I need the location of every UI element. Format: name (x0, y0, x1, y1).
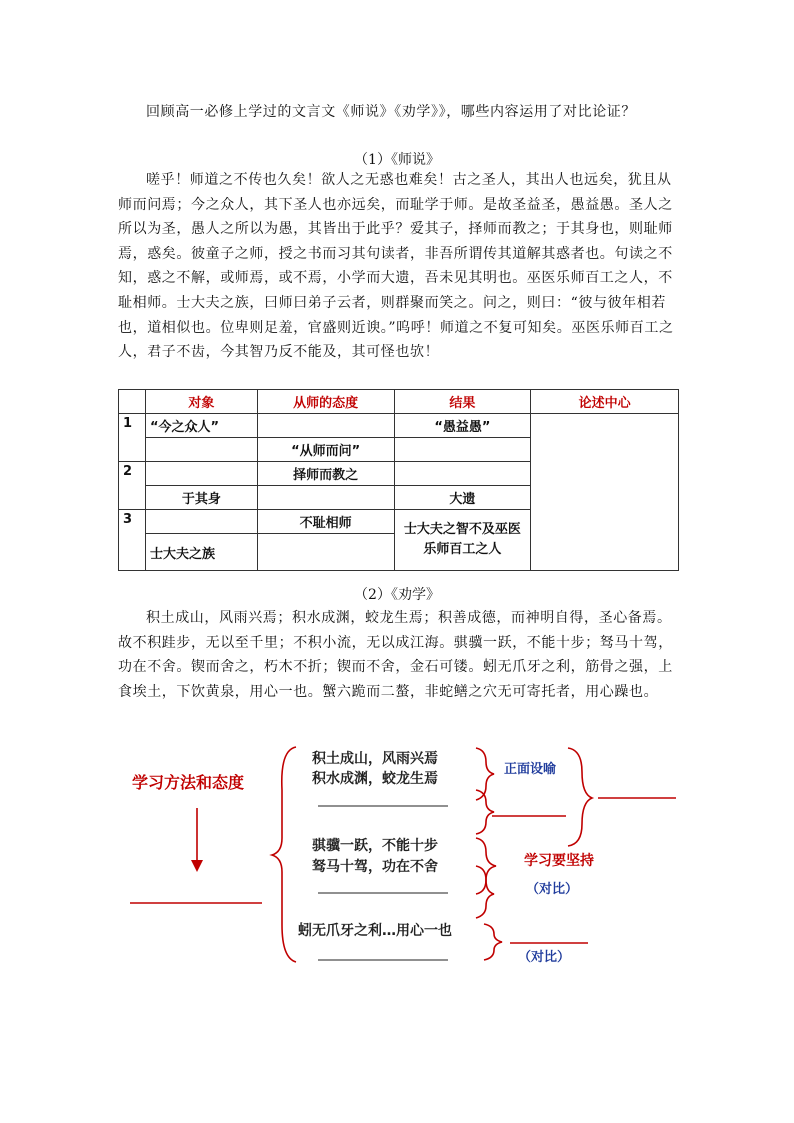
brace-4 (476, 866, 494, 918)
brace-1 (476, 748, 494, 800)
diagram-line-2: 积水成渊，蛟龙生焉 (312, 771, 438, 787)
diagram-title: 学习方法和态度 (132, 773, 245, 792)
header-result: 结果 (394, 390, 531, 414)
cell-result: 士大夫之智不及巫医乐师百工之人 (394, 510, 531, 571)
diagram-line-5: 蚓无爪牙之利…用心一也 (298, 923, 452, 939)
label-persist: 学习要坚持 (524, 853, 594, 869)
row-number: 3 (119, 510, 146, 571)
cell-object: 于其身 (145, 486, 257, 510)
cell-result: 大遗 (394, 486, 531, 510)
arrow-head (191, 860, 203, 872)
cell-attitude: 不耻相师 (257, 510, 394, 534)
header-attitude: 从师的态度 (257, 390, 394, 414)
cell-attitude: 择师而教之 (257, 462, 394, 486)
header-center: 论述中心 (531, 390, 679, 414)
header-object: 对象 (145, 390, 257, 414)
diagram-line-3: 骐骥一跃，不能十步 (312, 838, 438, 854)
shishuo-passage: 嗟乎！师道之不传也久矣！欲人之无惑也难矣！古之圣人，其出人也远矣，犹且从师而问焉；今之众人，其下圣人也亦远矣，而耻学于师。是故圣益圣，愚益愚。圣人之所以为圣，愚人之所以为愚，其皆出于此乎？爱其子，择师而教之；于其身也，则耻师焉，惑矣。彼童子之师，授之书而习其句读者，非吾所谓传其道解其惑者也。句读之不知，惑之不解，或师焉，或不焉，小学而大遗，吾未见其明也。巫医乐师百工之人，不耻相师。士大夫之族，曰师曰弟子云者，则群聚而笑之。问之，则曰：“彼与彼年相若也，道相似也。位卑则足羞，官盛则近谀。”呜呼！师道之不复可知矣。巫医乐师百工之人，君子不齿，今其智乃反不能及，其可怪也欤！ (118, 172, 674, 361)
brace-5 (484, 924, 502, 960)
cell-result: “愚益愚” (394, 414, 531, 438)
cell-object: “今之众人” (145, 414, 257, 438)
row-number: 1 (119, 414, 146, 462)
cell-attitude: “从师而问” (257, 438, 394, 462)
row-number: 2 (119, 462, 146, 510)
cell-object: 士大夫之族 (145, 534, 257, 571)
label-contrast-1: （对比） (526, 882, 579, 897)
section2-title: （2）《劝学》 (354, 587, 440, 603)
label-contrast-2: （对比） (518, 950, 571, 965)
diagram-line-4: 驽马十驾，功在不舍 (312, 859, 438, 875)
quanxue-passage: 积土成山，风雨兴焉；积水成渊，蛟龙生焉；积善成德，而神明自得，圣心备焉。故不积跬步，无以至千里；不积小流，无以成江海。骐骥一跃，不能十步；驽马十驾，功在不舍。锲而舍之，朽木不折；锲而不舍，金石可镂。蚓无爪牙之利，筋骨之强，上食埃土，下饮黄泉，用心一也。蟹六跪而二螯，非蛇鳝之穴无可寄托者，用心躁也。 (118, 610, 673, 700)
label-positive-analogy: 正面设喻 (504, 762, 557, 777)
brace-big-1 (568, 748, 592, 846)
brace-2 (476, 790, 494, 834)
diagram-line-1: 积土成山，风雨兴焉 (312, 751, 438, 767)
main-brace (272, 747, 296, 962)
section1-title: （1）《师说》 (354, 152, 440, 168)
intro-question: 回顾高一必修上学过的文言文《师说》《劝学》》，哪些内容运用了对比论证？ (146, 104, 636, 120)
